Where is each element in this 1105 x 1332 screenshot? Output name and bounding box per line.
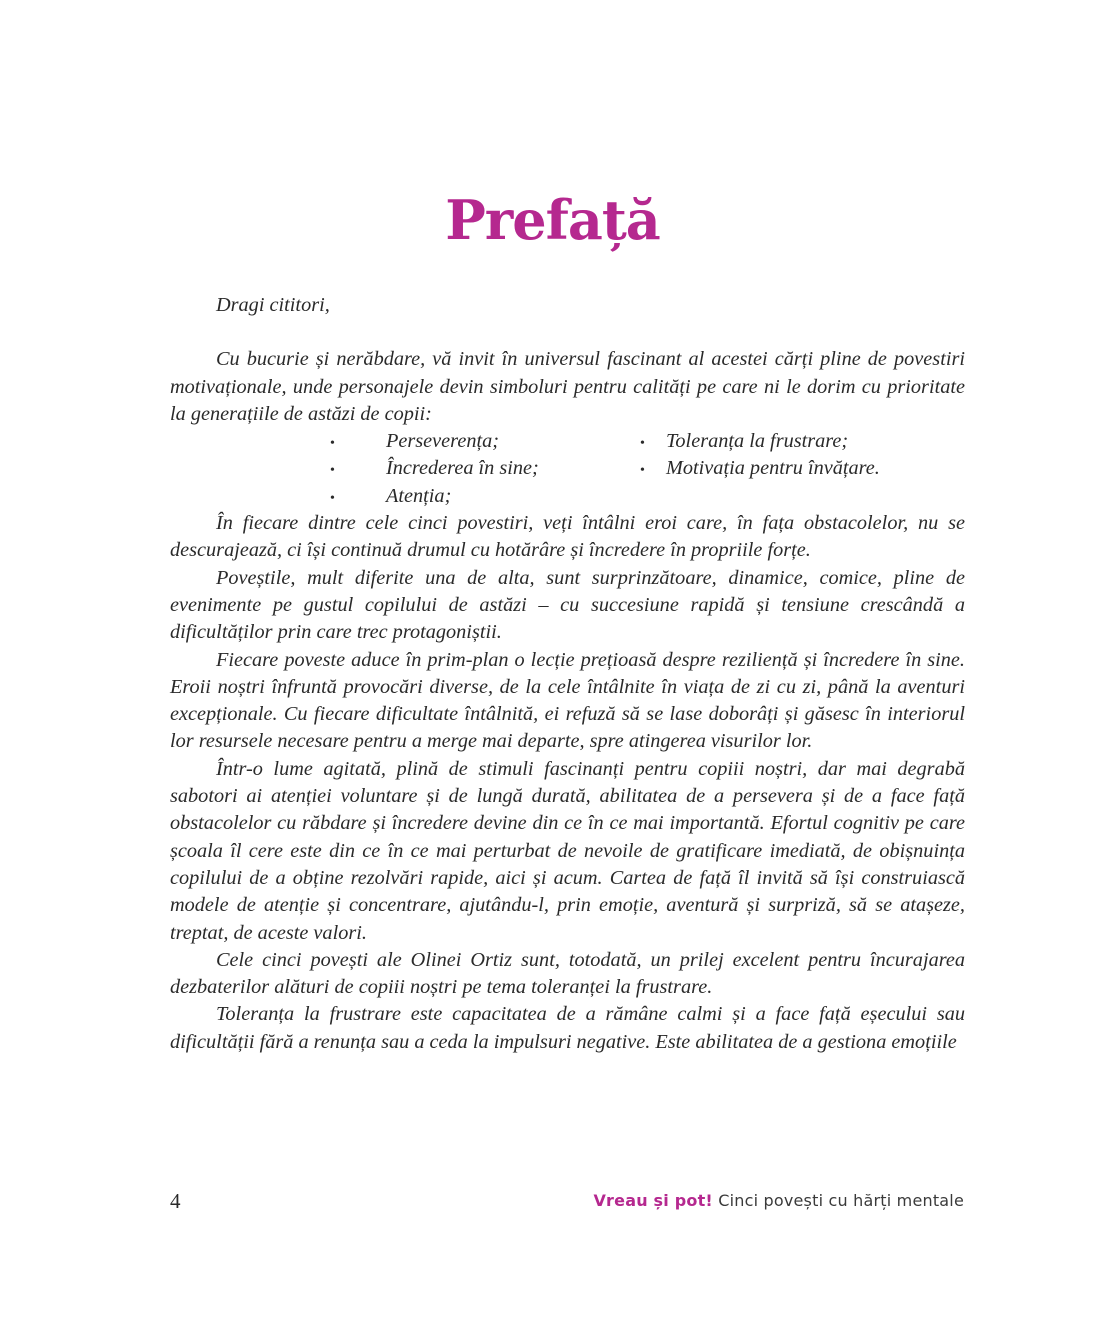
list-item: • Motivația pentru învățare. [640, 455, 880, 482]
intro-paragraph: Cu bucurie și nerăbdare, vă invit în universul fascinant al acestei cărți pline de povestiri motivaționale, unde personajele devin simboluri pentru calități pe care ni le dorim cu prioritate la generațiile de astăzi de copii: [170, 348, 965, 425]
running-footer [593, 1191, 964, 1210]
list-item: • Perseverența; [330, 428, 640, 455]
qualities-column-right [640, 428, 880, 510]
page-title: Prefață [445, 188, 660, 252]
book-brand: Vreau și pot! [593, 1191, 713, 1210]
page-number: 4 [170, 1189, 181, 1213]
paragraph: Cele cinci povești ale Olinei Ortiz sunt, totodată, un prilej excelent pentru încurajarea dezbaterilor alături de copiii noștri pe tema toleranței la frustrare. [170, 948, 965, 999]
list-item: • Încrederea în sine; [330, 455, 640, 482]
paragraph: Într-o lume agitată, plină de stimuli fascinanți pentru copiii noștri, dar mai degrabă sabotori ai atenției voluntare și de lungă durată, abilitatea de a persevera și de a face față obstacolelor cu răbdare și încredere devine din ce în ce mai importantă. Efortul cognitiv pe care școala îl cere este din ce în ce mai perturbat de nevoile de gratificare imediată, de obișnuința copilului de a obține rezolvări rapide, aici și acum. Cartea de față îl invită să își construiască modele de atenție și concentrare, ajutându-l, prin emoție, aventură și surpriză, să se atașeze, treptat, de aceste valori. [170, 757, 965, 944]
bullet-icon: • [330, 436, 335, 452]
greeting: Dragi cititori, [216, 294, 330, 316]
paragraph: Poveștile, mult diferite una de alta, sunt surprinzătoare, dinamice, comice, pline de evenimente pe gustul copilului de astăzi – cu succesiune rapidă și tensiune crescândă a dificultăților prin care trec protagoniștii. [170, 566, 965, 644]
bullet-icon: • [640, 436, 645, 452]
paragraph: În fiecare dintre cele cinci povestiri, veți întâlni eroi care, în fața obstacolelor, nu se descurajează, ci își continuă drumul cu hotărâre și încredere în propriile forțe. [170, 512, 965, 562]
list-item: • Toleranța la frustrare; [640, 428, 880, 455]
list-item: • Atenția; [330, 483, 640, 510]
bullet-icon: • [330, 463, 335, 479]
qualities-list [170, 428, 965, 510]
bullet-icon: • [640, 463, 645, 479]
paragraph: Toleranța la frustrare este capacitatea de a rămâne calmi și a face față eșecului sau dificultății fără a renunța sau a ceda la impulsuri negative. Este abilitatea de a gestiona emoțiile [170, 1003, 965, 1053]
bullet-icon: • [330, 490, 335, 506]
qualities-column-left [330, 428, 640, 510]
book-subtitle: Cinci povești cu hărți mentale [718, 1191, 964, 1210]
paragraph: Fiecare poveste aduce în prim-plan o lecție prețioasă despre reziliență și încredere în sine. Eroii noștri înfruntă provocări diverse, de la cele întâlnite în viața de zi cu zi, până la aventuri excepționale. Cu fiecare dificultate întâlnită, ei refuză să se lase doborâți și găsesc în interiorul lor resursele necesare pentru a merge mai departe, spre atingerea visurilor lor. [170, 648, 965, 753]
preface-body [170, 292, 965, 1056]
